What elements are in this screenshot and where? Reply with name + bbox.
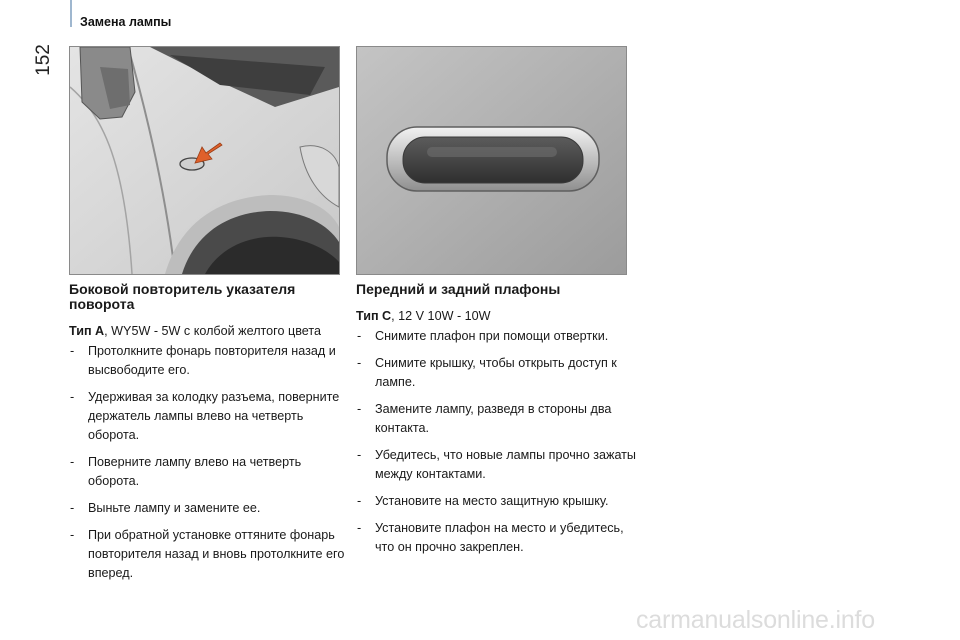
section-title: Замена лампы (80, 15, 172, 29)
side-accent-bar (70, 0, 72, 27)
left-type-value: , WY5W - 5W с колбой желтого цвета (104, 324, 321, 338)
left-type-label: Тип A (69, 324, 105, 338)
right-type-value: , 12 V 10W - 10W (391, 309, 491, 323)
left-heading: Боковой повторитель указателя поворота (69, 281, 296, 312)
list-item: - При обратной установке оттяните фонарь повторителя назад и вновь протолкните его вперед. (69, 526, 354, 583)
list-item: - Удерживая за колодку разъема, поверните держатель лампы влево на четверть оборота. (69, 388, 354, 445)
right-column (356, 282, 636, 565)
left-lamp-type (69, 322, 354, 341)
page-number: 152 (33, 44, 54, 76)
list-item: - Снимите плафон при помощи отвертки. (356, 327, 636, 346)
list-item: - Выньте лампу и замените ее. (69, 499, 354, 518)
left-steps-list (69, 342, 354, 583)
side-repeater-illustration (69, 46, 340, 275)
right-type-label: Тип C (356, 309, 392, 323)
list-item: - Установите на место защитную крышку. (356, 492, 636, 511)
right-steps-list (356, 327, 636, 557)
left-column (69, 282, 354, 591)
right-lamp-type (356, 307, 636, 326)
list-item: - Снимите крышку, чтобы открыть доступ к лампе. (356, 354, 636, 392)
ceiling-lamp-illustration (356, 46, 627, 275)
list-item: - Установите плафон на место и убедитесь, что он прочно закреплен. (356, 519, 636, 557)
watermark: carmanualsonline.info (636, 606, 876, 634)
list-item: - Замените лампу, разведя в стороны два контакта. (356, 400, 636, 438)
list-item: - Поверните лампу влево на четверть оборота. (69, 453, 354, 491)
right-heading: Передний и задний плафоны (356, 281, 561, 297)
list-item: - Протолкните фонарь повторителя назад и высвободите его. (69, 342, 354, 380)
list-item: - Убедитесь, что новые лампы прочно зажаты между контактами. (356, 446, 636, 484)
